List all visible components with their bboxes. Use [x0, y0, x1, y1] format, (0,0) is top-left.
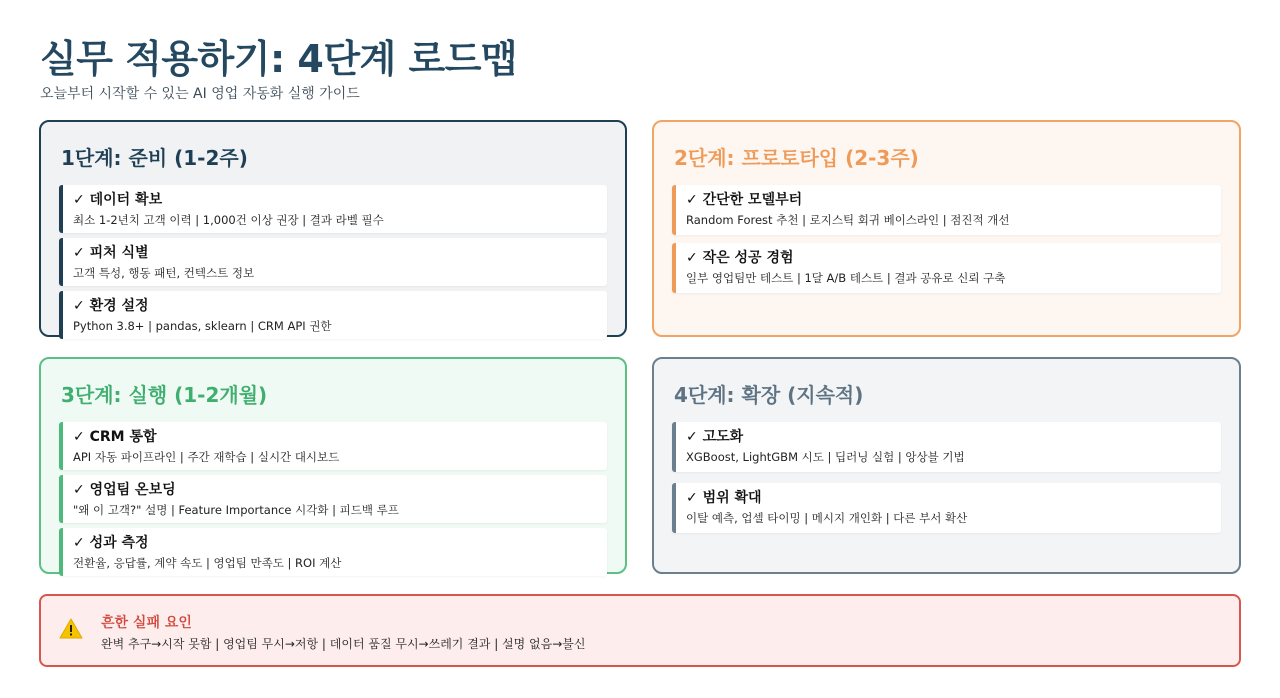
item-desc: 일부 영업팀만 테스트 | 1달 A/B 테스트 | 결과 공유로 신뢰 구축: [686, 271, 1006, 285]
stage-3-item-measure: [59, 528, 607, 576]
stage-3-item-onboarding: [59, 475, 607, 523]
stage-4-card: [652, 357, 1241, 574]
stage-4-item-advance: [672, 422, 1221, 472]
item-desc: Random Forest 추천 | 로지스틱 회귀 베이스라인 | 점진적 개선: [686, 213, 1010, 227]
page-title: 실무 적용하기: 4단계 로드맵: [40, 37, 518, 81]
item-title: ✓ 작은 성공 경험: [686, 250, 794, 266]
warning-title: 흔한 실패 요인: [101, 615, 192, 631]
item-title: ✓ 범위 확대: [686, 490, 762, 506]
stage-2-title: 2단계: 프로토타입 (2-3주): [674, 146, 919, 170]
item-desc: 전환율, 응답률, 계약 속도 | 영업팀 만족도 | ROI 계산: [73, 556, 342, 570]
stage-1-item-env: [59, 291, 607, 339]
item-desc: "왜 이 고객?" 설명 | Feature Importance 시각화 | 피드백 루프: [73, 503, 399, 517]
stage-1-card: [39, 120, 627, 337]
warning-icon: [59, 617, 83, 641]
stage-4-title: 4단계: 확장 (지속적): [674, 383, 864, 407]
item-desc: 이탈 예측, 업셀 타이밍 | 메시지 개인화 | 다른 부서 확산: [686, 511, 968, 525]
item-title: ✓ CRM 통합: [73, 429, 157, 445]
item-desc: 최소 1-2년치 고객 이력 | 1,000건 이상 권장 | 결과 라벨 필수: [73, 213, 384, 227]
item-title: ✓ 영업팀 온보딩: [73, 482, 176, 498]
page-subtitle: 오늘부터 시작할 수 있는 AI 영업 자동화 실행 가이드: [40, 86, 360, 102]
failure-factors-box: [39, 594, 1241, 667]
item-title: ✓ 간단한 모델부터: [686, 192, 803, 208]
item-desc: XGBoost, LightGBM 시도 | 딥러닝 실험 | 앙상블 기법: [686, 450, 965, 464]
stage-3-title: 3단계: 실행 (1-2개월): [61, 383, 268, 407]
stage-1-title: 1단계: 준비 (1-2주): [61, 146, 248, 170]
stage-3-card: [39, 357, 627, 574]
stage-1-item-data: [59, 185, 607, 233]
warning-desc: 완벽 추구→시작 못함 | 영업팀 무시→저항 | 데이터 품질 무시→쓰레기 결과 | 설명 없음→불신: [101, 637, 586, 651]
stage-2-card: [652, 120, 1241, 337]
item-title: ✓ 데이터 확보: [73, 192, 163, 208]
stage-4-item-expand: [672, 483, 1221, 533]
stage-2-item-simple-model: [672, 185, 1221, 235]
item-desc: 고객 특성, 행동 패턴, 컨텍스트 정보: [73, 266, 255, 280]
stage-3-item-crm: [59, 422, 607, 470]
item-title: ✓ 피처 식별: [73, 245, 149, 261]
item-desc: API 자동 파이프라인 | 주간 재학습 | 실시간 대시보드: [73, 450, 340, 464]
stage-2-item-small-wins: [672, 243, 1221, 293]
item-title: ✓ 고도화: [686, 429, 744, 445]
item-title: ✓ 환경 설정: [73, 298, 149, 314]
item-desc: Python 3.8+ | pandas, sklearn | CRM API 권한: [73, 319, 332, 333]
stage-1-item-features: [59, 238, 607, 286]
item-title: ✓ 성과 측정: [73, 535, 149, 551]
